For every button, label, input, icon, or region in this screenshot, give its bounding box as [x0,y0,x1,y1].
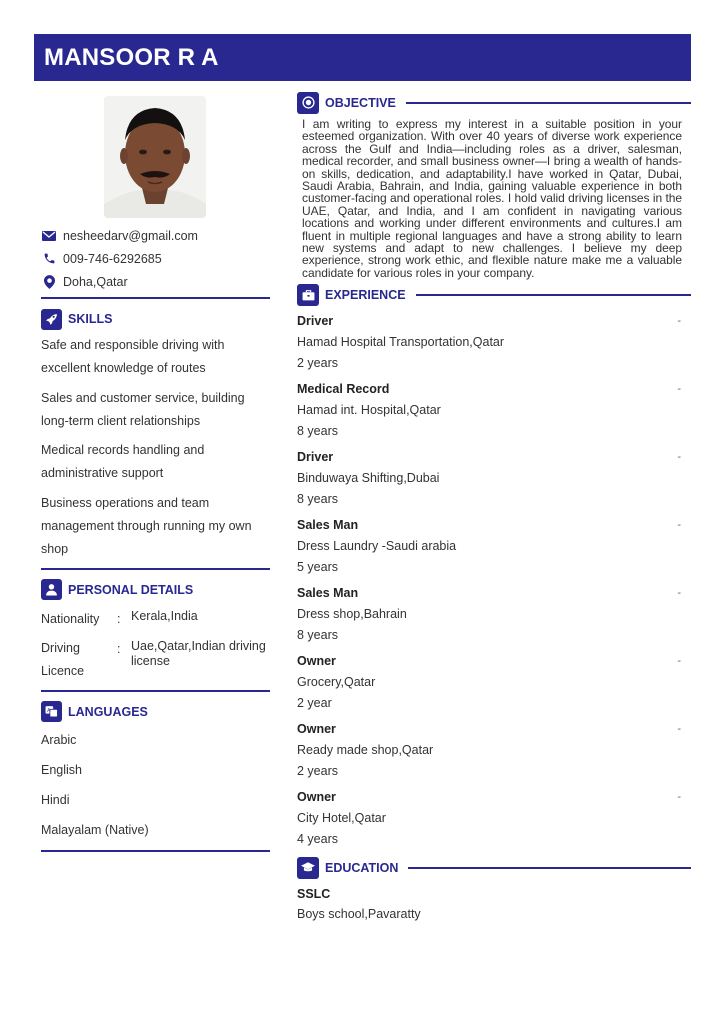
job-duration: 2 year [297,696,332,711]
objective-title: OBJECTIVE [325,95,396,110]
experience-heading [297,283,691,306]
separator: : [117,611,121,626]
job-employer: Dress Laundry -Saudi arabia [297,539,457,554]
language-item: Hindi [41,792,70,807]
job-entry [297,378,691,442]
contact-email [41,224,270,247]
experience-title: EXPERIENCE [325,287,406,302]
job-role: Owner [297,654,336,669]
personal-row-nationality [41,607,270,631]
driving-licence-label: Driving Licence [41,640,85,678]
personal-row-licence [41,637,270,683]
divider [41,850,270,852]
language-item: English [41,762,82,777]
education-school: Boys school,Pavaratty [297,907,421,922]
rocket-icon [41,309,62,330]
job-entry [297,582,691,646]
education-entry [297,884,691,924]
job-duration: 8 years [297,424,338,439]
graduation-cap-icon [297,857,319,879]
skill-item: Business operations and team management through running my own shop [41,495,252,557]
separator: : [117,641,121,656]
job-dates: - [677,519,681,532]
right-column [297,91,691,924]
job-duration: 8 years [297,628,338,643]
job-dates: - [677,315,681,328]
target-icon [297,92,319,114]
name-header-bar [34,34,691,81]
job-duration: 8 years [297,492,338,507]
person-icon [41,579,62,600]
languages-title: LANGUAGES [68,704,148,719]
phone-icon [41,252,57,266]
profile-photo-image [104,96,206,218]
languages-list [41,732,270,838]
divider [41,690,270,692]
skill-item: Safe and responsible driving with excellent knowledge of routes [41,338,225,376]
location-text: Doha,Qatar [63,274,128,289]
nationality-label: Nationality [41,611,100,626]
education-degree: SSLC [297,887,331,902]
education-heading [297,856,691,879]
job-entry [297,446,691,510]
job-role: Driver [297,314,334,329]
personal-details-heading [41,579,270,601]
job-duration: 4 years [297,832,338,847]
email-text[interactable]: nesheedarv@gmail.com [63,228,198,243]
heading-rule [406,102,691,104]
left-column [41,96,270,852]
briefcase-icon [297,284,319,306]
profile-photo [104,96,206,218]
job-entry [297,650,691,714]
objective-text: I am writing to express my interest in a suitable position in your esteemed organization. With over 40 years of diverse work experience across the Gulf and India—including roles as a driver, salesman, medical recorder, and small business owner—I bring a wealth of hands-on skills, dedication, and adaptability.I have worked in Qatar, Dubai, Saudi Arabia, Bahrain, and India, gaining valuable experience in both customer-facing and operational roles. I hold valid driving licenses in the UAE, Qatar, and India, and I am confident in navigating various locations and working under different environments and cultures.I am fluent in multiple regional languages and have a strong ability to learn new systems and adapt to new challenges. I believe my deep experience, strong work ethic, and flexible nature make me a valuable candidate for various roles in your company. [302,117,682,280]
skills-heading [41,308,270,330]
contact-location [41,270,270,293]
experience-list [297,310,691,850]
job-duration: 2 years [297,356,338,371]
skills-list [41,334,270,562]
job-employer: Hamad Hospital Transportation,Qatar [297,335,505,350]
job-role: Medical Record [297,382,390,397]
job-dates: - [677,383,681,396]
contact-phone [41,247,270,270]
job-employer: Grocery,Qatar [297,675,376,690]
job-dates: - [677,791,681,804]
job-dates: - [677,451,681,464]
job-entry [297,786,691,850]
job-role: Sales Man [297,518,359,533]
divider [41,568,270,570]
skill-item: Sales and customer service, building long-term client relationships [41,390,245,428]
job-dates: - [677,655,681,668]
contact-info [41,224,270,293]
job-employer: City Hotel,Qatar [297,811,386,826]
job-role: Driver [297,450,334,465]
personal-details [41,607,270,683]
objective-heading [297,91,691,114]
job-role: Sales Man [297,586,359,601]
heading-rule [416,294,691,296]
heading-rule [408,867,691,869]
skill-item: Medical records handling and administrative support [41,443,205,481]
language-item: Malayalam (Native) [41,822,149,837]
job-duration: 2 years [297,764,338,779]
skills-title: SKILLS [68,312,113,326]
map-pin-icon [41,275,57,289]
language-icon [41,701,62,722]
divider [41,297,270,299]
job-entry [297,310,691,374]
job-dates: - [677,723,681,736]
job-role: Owner [297,722,336,737]
job-employer: Hamad int. Hospital,Qatar [297,403,441,418]
job-entry [297,514,691,578]
job-employer: Binduwaya Shifting,Dubai [297,471,440,486]
job-employer: Ready made shop,Qatar [297,743,434,758]
candidate-name: MANSOOR R A [44,44,219,71]
job-dates: - [677,587,681,600]
phone-text[interactable]: 009-746-6292685 [63,251,162,266]
job-entry [297,718,691,782]
job-role: Owner [297,790,336,805]
job-employer: Dress shop,Bahrain [297,607,407,622]
svg-text:A: A [47,708,51,715]
education-title: EDUCATION [325,860,399,875]
job-duration: 5 years [297,560,338,575]
nationality-value: Kerala,India [131,608,198,623]
envelope-icon [41,229,57,243]
languages-heading [41,701,270,723]
personal-details-title: PERSONAL DETAILS [68,582,194,597]
language-item: Arabic [41,732,77,747]
driving-licence-value: Uae,Qatar,Indian driving license [131,638,266,668]
